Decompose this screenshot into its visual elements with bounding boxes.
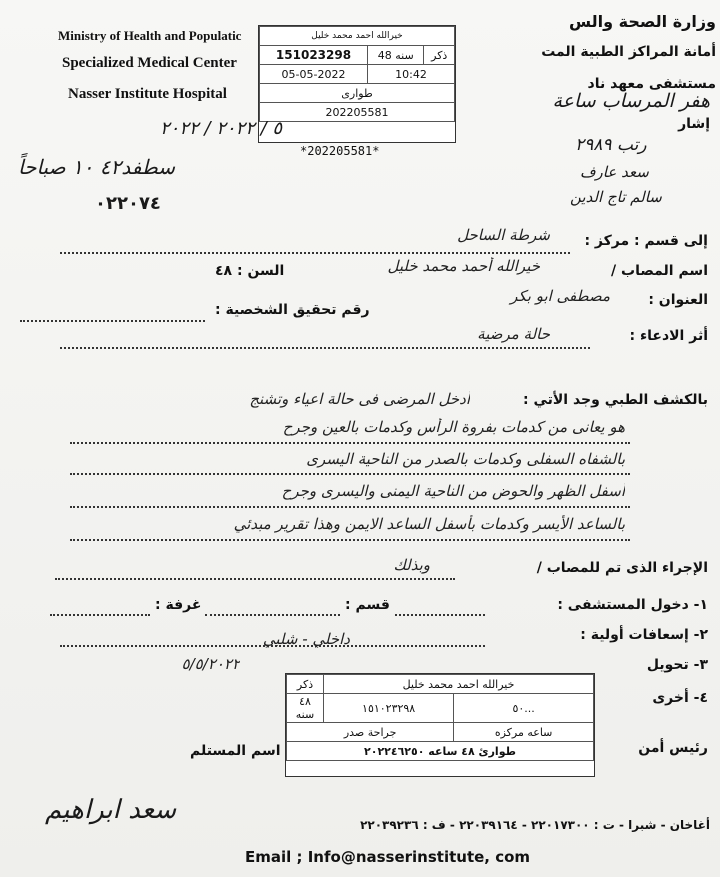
procedure-line	[55, 578, 455, 580]
header-ministry-ar: وزارة الصحة والس	[569, 12, 716, 31]
item2-value: داخلي - شلبي	[262, 630, 350, 648]
exam-rule-1	[70, 442, 630, 444]
to-dept-value: شرطة الساحل	[457, 226, 550, 244]
stamp-bottom-center: ساعه مركزه	[454, 723, 594, 742]
stamp-bottom-code: ٥٠...	[454, 694, 594, 723]
exam-rule-3	[70, 506, 630, 508]
stamp-top-ticket: 202205581	[260, 103, 455, 122]
stamp-bottom-gender: ذكر	[287, 675, 324, 694]
exam-line-5: بالساعد الأيسر وكدمات بأسفل الساعد الايمن وهذا تقرير مبدئي	[233, 515, 625, 533]
handwritten-date: ٥ / ٢٠٢٢ / ٢٠٢٢	[160, 118, 283, 139]
patient-stamp-top	[258, 25, 456, 143]
exam-line-4: أسفل الظهر والحوض من الناحية اليمنى واليسرى وجرح	[281, 482, 625, 500]
item2-date: ٥/٥/٢٠٢٢	[181, 655, 240, 673]
item1-dept-line	[205, 614, 340, 616]
stamp-top-dept: طوارى	[260, 84, 455, 103]
stamp-top-id: 151023298	[260, 46, 368, 65]
claim-line	[60, 347, 590, 349]
header-center-en: Specialized Medical Center	[62, 55, 237, 71]
stamp-bottom-name: خيرالله احمد محمد خليل	[324, 675, 594, 694]
exam-rule-4	[70, 539, 630, 541]
id-line	[20, 320, 205, 322]
to-dept-label: إلى قسم : مركز :	[584, 233, 708, 249]
item3-label: ٣- تحويل	[646, 657, 708, 673]
procedure-label: الإجراء الذى تم للمصاب /	[536, 560, 708, 576]
stamp-top-gender: ذكر	[424, 46, 455, 65]
stamp-top-name: خيرالله احمد محمد خليل	[260, 27, 455, 46]
stamp-top-age: سنه 48	[368, 46, 424, 65]
address-value: مصطفى ابو بكر	[510, 287, 610, 305]
stamp-bottom-ticket: طوارئ ٤٨ ساعه ٢٠٢٢٤٦٢٥٠	[287, 742, 594, 761]
exam-line-3: بالشفاه السفلى وكدمات بالصدر من الناحية اليسرى	[306, 450, 625, 468]
header-secretariat-ar: أمانة المراكز الطبية المت	[541, 44, 716, 60]
stamp-bottom-dept: جراحة صدر	[287, 723, 454, 742]
stamp-top-time: 10:42	[368, 65, 455, 84]
item1-line	[395, 614, 485, 616]
item1-room: غرفة :	[155, 597, 202, 613]
signature: سعد ابراهيم	[45, 795, 177, 825]
stamp-top-date: 05-05-2022	[260, 65, 368, 84]
name-value: خيرالله أحمد محمد خليل	[387, 257, 540, 275]
item2-label: ٢- إسعافات أولية :	[580, 627, 708, 643]
patient-stamp-bottom	[285, 673, 595, 777]
handwritten-number: ٠٢٢٠٧٤	[95, 193, 161, 214]
id-label: رقم تحقيق الشخصية :	[215, 302, 370, 318]
handwritten-time-note: سطفد٤٢ ١٠ صباحاً	[18, 155, 176, 179]
header-ministry-en: Ministry of Health and Populatic	[58, 28, 242, 43]
footer-address: أغاخان - شبرا - ت : ٢٢٠١٧٣٠٠ - ٢٢٠٣٩١٦٤ - ف : ٢٢٠٣٩٢٣٦	[360, 818, 710, 832]
header-hospital-en: Nasser Institute Hospital	[68, 86, 227, 102]
procedure-value: وبذلك	[393, 556, 430, 574]
exam-rule-2	[70, 473, 630, 475]
side-note-3: سعد عارف	[580, 163, 649, 181]
head-label: رئيس أمن	[638, 740, 708, 756]
header-hospital-ar: مستشفى معهد ناد	[587, 76, 716, 92]
stamp-bottom-id: ١٥١٠٢٣٢٩٨	[324, 694, 454, 723]
exam-label: بالكشف الطبي وجد الأتي :	[522, 392, 708, 408]
name-label: اسم المصاب /	[611, 263, 708, 279]
stamp-bottom-age: ٤٨ سنه	[287, 694, 324, 723]
item4-label: ٤- أخرى	[652, 690, 708, 706]
header-reference-ar: إشار	[678, 116, 710, 132]
to-dept-line	[60, 252, 570, 254]
claim-label: أثر الادعاء :	[629, 328, 708, 344]
item1-room-line	[50, 614, 150, 616]
address-label: العنوان :	[648, 292, 708, 308]
side-note-1: هفر المرساب ساعة	[552, 90, 710, 112]
item1-label: ١- دخول المستشفى :	[557, 597, 708, 613]
exam-line-2: هو يعانى من كدمات بفروة الرأس وكدمات بالعين وجرح	[282, 418, 625, 436]
claim-value: حالة مرضية	[477, 325, 550, 343]
barcode-text: *202205581*	[300, 144, 380, 158]
side-note-4: سالم تاج الدين	[570, 188, 662, 206]
footer-email: Email ; Info@nasserinstitute, com	[245, 848, 531, 866]
item1-dept: قسم :	[345, 597, 390, 613]
side-note-2: رتب ٢٩٨٩	[575, 135, 647, 155]
receiver-label: اسم المستلم	[190, 743, 281, 759]
age-label: السن : ٤٨	[215, 263, 285, 279]
exam-line-1: أدخل المرضى فى حالة اعياء وتشنج	[249, 390, 470, 408]
